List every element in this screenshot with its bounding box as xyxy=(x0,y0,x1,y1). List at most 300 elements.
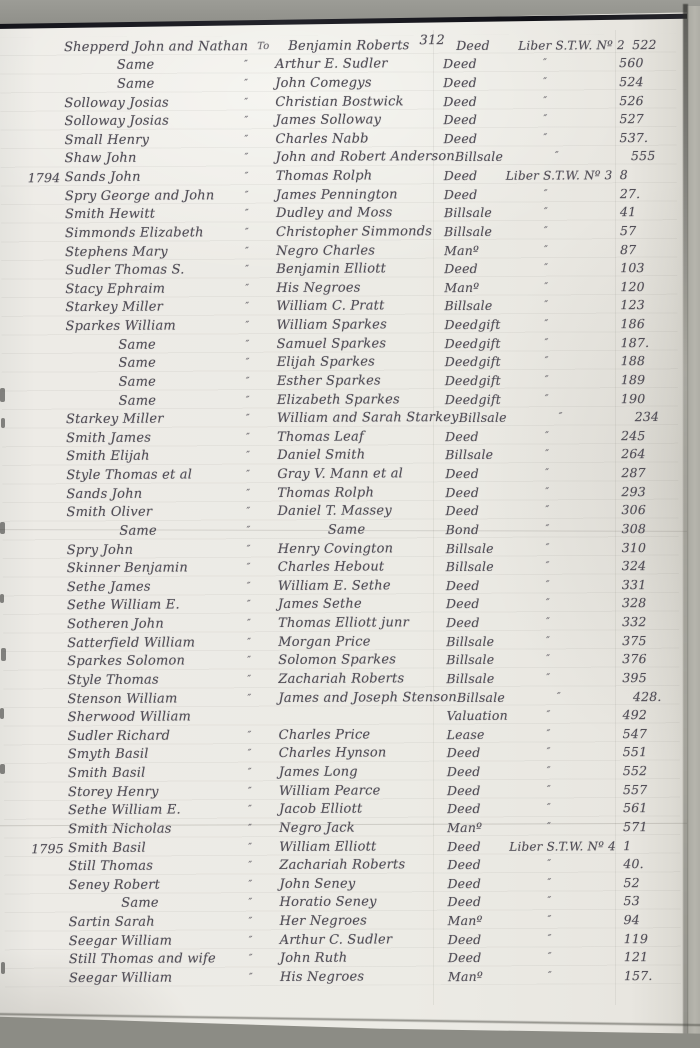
grantee-cell: Horatio Seney xyxy=(279,894,377,911)
page-number-cell: 52 xyxy=(623,874,640,890)
page-number-cell: 234 xyxy=(634,409,660,425)
relation-ditto-cell: ″ xyxy=(248,897,253,909)
instrument-type-cell: Billsale xyxy=(445,447,494,463)
page-number-cell: 428. xyxy=(632,688,662,704)
instrument-type-cell: Valuation xyxy=(446,707,508,724)
instrument-type-cell: Deed xyxy=(443,112,478,128)
instrument-type-cell: Billsale xyxy=(456,689,506,705)
relation-ditto-cell: ″ xyxy=(246,506,251,518)
grantee-cell: James Pennington xyxy=(275,186,398,203)
page-number-cell: 547 xyxy=(622,725,648,741)
instrument-type-cell: Deed xyxy=(447,950,482,966)
grantor-cell: Same xyxy=(121,895,159,912)
page-number-cell: 190 xyxy=(620,390,646,406)
liber-cell: Liber S.T.W. Nº 3 xyxy=(505,168,613,183)
page-number-cell: 188 xyxy=(620,353,646,369)
liber-ditto-mark: ″ xyxy=(545,504,550,516)
liber-cell xyxy=(506,221,618,240)
grantee-cell: Dudley and Moss xyxy=(275,205,393,222)
instrument-type-cell: Deed xyxy=(447,894,482,910)
grantor-cell: Style Thomas et al xyxy=(66,467,193,484)
liber-cell xyxy=(517,146,629,165)
grantor-cell: Solloway Josias xyxy=(64,113,170,130)
liber-cell xyxy=(509,798,621,817)
grantee-cell: John and Robert Anderson xyxy=(275,149,456,166)
liber-cell xyxy=(508,519,620,538)
page-number-cell: 1 xyxy=(623,837,632,853)
liber-ditto-mark: ″ xyxy=(546,765,551,777)
page-number-cell: 57 xyxy=(619,222,637,239)
instrument-type-cell: Deed xyxy=(447,838,481,854)
relation-ditto-cell: ″ xyxy=(245,282,250,294)
liber-cell xyxy=(509,724,621,743)
liber-cell xyxy=(506,202,618,221)
grantee-cell: James Long xyxy=(278,764,358,780)
grantor-cell: Sherwood William xyxy=(67,709,192,726)
liber-cell xyxy=(507,426,619,445)
grantee-cell: Same xyxy=(327,522,366,538)
grantee-cell: Henry Covington xyxy=(277,540,394,557)
page-number-cell: 189 xyxy=(620,371,646,388)
liber-cell xyxy=(509,817,621,836)
page-number-cell: 571 xyxy=(623,818,648,835)
grantee-cell: Elijah Sparkes xyxy=(276,354,376,371)
grantor-cell: Same xyxy=(118,337,156,353)
grantor-cell: Same xyxy=(118,393,157,409)
page-number-cell: 41 xyxy=(619,204,637,220)
instrument-type-cell: Billsale xyxy=(445,558,494,575)
liber-cell xyxy=(505,53,617,72)
relation-ditto-cell: ″ xyxy=(248,916,253,928)
liber-ditto-mark: ″ xyxy=(547,802,552,814)
instrument-type-cell: Deed xyxy=(443,74,477,90)
instrument-type-cell: Deed xyxy=(456,37,490,53)
liber-ditto-mark: ″ xyxy=(544,262,549,274)
grantor-cell: Sethe William E. xyxy=(68,802,181,819)
liber-ditto-mark: ″ xyxy=(545,579,550,591)
margin-smudge xyxy=(1,962,5,974)
liber-ditto-mark: ″ xyxy=(545,448,550,460)
relation-ditto-cell: ″ xyxy=(246,487,251,499)
grantee-cell: William Elliott xyxy=(279,838,377,855)
grantor-cell: Smyth Basil xyxy=(67,747,149,763)
index-row xyxy=(5,965,681,987)
grantor-cell: Smith Nicholas xyxy=(68,821,172,837)
grantor-cell: Sethe James xyxy=(66,579,151,595)
grantee-cell: Thomas Leaf xyxy=(277,429,364,445)
grantee-cell: Charles Hebout xyxy=(277,559,385,576)
instrument-type-cell: Deed xyxy=(445,484,480,500)
grantor-cell: Sartin Sarah xyxy=(68,914,155,931)
liber-cell xyxy=(505,72,617,91)
liber-ditto-mark: ″ xyxy=(545,486,550,498)
grantee-cell: Charles Nabb xyxy=(275,131,369,147)
liber-cell xyxy=(507,482,619,501)
grantor-cell: Stacy Ephraim xyxy=(65,281,166,297)
liber-ditto-mark: ″ xyxy=(545,430,550,442)
page-number-cell: 264 xyxy=(621,446,646,462)
grantor-cell: Same xyxy=(116,57,155,74)
liber-ditto-mark: ″ xyxy=(546,616,551,628)
instrument-type-cell: Manº xyxy=(447,819,483,835)
liber-cell xyxy=(510,910,622,929)
page-number-cell: 186 xyxy=(620,316,646,332)
liber-cell xyxy=(507,500,619,519)
page-number-cell: 332 xyxy=(622,614,647,630)
instrument-type-cell: Bond xyxy=(445,521,480,537)
liber-cell xyxy=(506,277,618,296)
grantee-cell: Jacob Elliott xyxy=(279,801,363,818)
liber-cell xyxy=(508,649,620,668)
relation-ditto-cell: ″ xyxy=(245,264,250,276)
liber-ditto-mark: ″ xyxy=(547,858,552,870)
liber-ditto-mark: ″ xyxy=(544,337,549,349)
page-number-cell: 551 xyxy=(622,744,648,760)
liber-ditto-mark: ″ xyxy=(547,970,552,982)
grantee-cell: Negro Jack xyxy=(279,820,355,836)
grantee-cell: Benjamin Roberts 312 xyxy=(288,32,445,54)
page-number-cell: 119 xyxy=(623,930,649,946)
page-number-cell: 537. xyxy=(619,129,649,145)
margin-smudge xyxy=(0,764,5,774)
relation-ditto-cell: ″ xyxy=(244,59,249,71)
grantor-cell: Smith Hewitt xyxy=(64,206,156,223)
grantor-cell: Same xyxy=(118,355,156,372)
grantor-cell: Stephens Mary xyxy=(65,244,168,260)
page-number-cell: 187. xyxy=(620,334,650,350)
grantor-cell: Style Thomas xyxy=(67,672,159,688)
instrument-type-cell: Deed xyxy=(443,186,478,202)
grantee-cell: Thomas Rolph xyxy=(275,168,373,184)
relation-ditto-cell: ″ xyxy=(246,562,251,574)
grantee-cell: His Negroes xyxy=(276,280,361,296)
margin-smudge xyxy=(1,648,6,661)
relation-ditto-cell: ″ xyxy=(248,971,253,984)
liber-ditto-mark: ″ xyxy=(547,933,552,945)
grantee-cell: William and Sarah Starkey xyxy=(276,410,459,427)
page-number-cell: 103 xyxy=(620,260,645,276)
relation-ditto-cell: ″ xyxy=(248,878,253,890)
page-number-cell: 522 xyxy=(632,36,657,52)
grantee-cell: Arthur C. Sudler xyxy=(279,931,393,948)
grantee-cell: John Seney xyxy=(279,876,356,892)
instrument-type-cell: Deed xyxy=(447,931,482,947)
grantee-cell: Thomas Elliott junr xyxy=(278,615,410,631)
liber-ditto-mark: ″ xyxy=(543,206,548,218)
grantee-cell: William C. Pratt xyxy=(276,298,385,315)
liber-cell xyxy=(505,91,617,110)
relation-ditto-cell: ″ xyxy=(245,338,250,350)
grantee-cell: James and Joseph Stenson xyxy=(278,689,457,706)
liber-ditto-mark: ″ xyxy=(544,244,549,256)
grantee-cell: Her Negroes xyxy=(279,913,368,929)
grantee-cell: William Pearce xyxy=(278,783,381,799)
instrument-type-cell: Deedgift xyxy=(444,372,501,388)
grantor-cell: Sethe William E. xyxy=(66,597,180,614)
liber-cell xyxy=(506,240,618,259)
grantor-cell: Same xyxy=(118,374,157,390)
grantee-cell: Zachariah Roberts xyxy=(278,671,405,687)
page-number-cell: 310 xyxy=(621,539,647,555)
liber-ditto-mark: ″ xyxy=(544,374,549,386)
instrument-type-cell: Deed xyxy=(443,93,478,109)
liber-cell xyxy=(521,407,633,426)
page-number-cell: 87 xyxy=(620,241,637,257)
relation-ditto-cell: ″ xyxy=(247,729,252,741)
grantee-cell: William Sparkes xyxy=(276,317,387,333)
grantor-cell: Still Thomas xyxy=(68,858,154,875)
grantee-cell: Negro Charles xyxy=(276,242,376,259)
liber-cell xyxy=(506,296,618,315)
instrument-type-cell: Lease xyxy=(446,726,485,742)
grantee-cell: Charles Price xyxy=(278,727,371,743)
liber-cell xyxy=(508,668,620,687)
liber-ditto-mark: ″ xyxy=(547,821,552,833)
grantor-cell: Seegar William xyxy=(68,933,173,949)
instrument-type-cell: Billsale xyxy=(446,633,495,649)
grantee-cell: Charles Hynson xyxy=(278,745,387,762)
instrument-type-cell: Billsale xyxy=(443,205,493,221)
instrument-type-cell: Manº xyxy=(444,242,480,258)
grantor-cell: Smith Basil xyxy=(67,765,146,782)
liber-ditto-mark: ″ xyxy=(547,895,552,907)
grantor-cell: Smith Elijah xyxy=(66,449,150,465)
grantee-cell: Daniel T. Massey xyxy=(277,503,392,520)
grantor-cell: Stenson William xyxy=(67,690,178,707)
page-number-cell: 375 xyxy=(622,632,647,648)
grantee-cell: Arthur E. Sudler xyxy=(275,56,388,73)
liber-cell xyxy=(507,370,619,389)
grantee-cell: Esther Sparkes xyxy=(276,373,381,389)
grantee-cell: Zachariah Roberts xyxy=(279,857,406,874)
grantor-cell: Seegar William xyxy=(68,970,173,986)
instrument-type-cell: Manº xyxy=(447,912,483,929)
liber-cell xyxy=(506,184,618,203)
instrument-type-cell: Manº xyxy=(444,279,480,295)
instrument-type-cell: Deedgift xyxy=(444,354,501,370)
page-number-cell: 40. xyxy=(623,856,644,872)
page-number-cell: 121 xyxy=(623,949,649,965)
instrument-type-cell: Deed xyxy=(444,261,478,277)
liber-cell xyxy=(509,780,621,799)
liber-cell xyxy=(507,389,619,408)
relation-ditto-cell: ″ xyxy=(247,618,252,630)
margin-smudge xyxy=(0,522,5,534)
liber-ditto-mark: ″ xyxy=(547,877,552,889)
page-number-cell: 308 xyxy=(621,520,647,537)
grantor-cell: Same xyxy=(119,523,157,539)
liber-ditto-mark: ″ xyxy=(545,523,550,535)
relation-ditto-cell: ″ xyxy=(244,133,249,145)
margin-smudge xyxy=(0,594,4,603)
grantor-cell: Storey Henry xyxy=(67,784,159,800)
instrument-type-cell: Billsale xyxy=(444,298,493,314)
page-number-cell: 328 xyxy=(621,595,647,611)
instrument-type-cell: Deed xyxy=(445,465,479,482)
liber-cell xyxy=(509,743,621,762)
liber-cell xyxy=(508,631,620,650)
relation-ditto-cell: ″ xyxy=(247,748,252,760)
page-number-cell: 492 xyxy=(622,707,648,723)
grantee-cell: Benjamin Elliott xyxy=(276,261,387,278)
grantor-cell: Sudler Richard xyxy=(67,728,171,744)
relation-ditto-cell: ″ xyxy=(245,375,250,388)
liber-ditto-mark: ″ xyxy=(546,728,551,740)
page-number-cell: 245 xyxy=(621,427,646,443)
relation-ditto-cell: ″ xyxy=(248,953,253,965)
grantor-cell: Simmonds Elizabeth xyxy=(64,225,204,241)
liber-ditto-mark: ″ xyxy=(543,76,548,88)
liber-cell xyxy=(508,556,620,575)
grantor-cell: Skinner Benjamin xyxy=(66,560,189,577)
liber-cell xyxy=(509,892,621,911)
page-number-cell: 524 xyxy=(619,73,644,90)
index-row xyxy=(4,816,680,838)
index-rows xyxy=(0,34,681,987)
liber-cell xyxy=(507,445,619,464)
grantor-cell: Spry George and John xyxy=(64,187,215,204)
grantee-note: 312 xyxy=(419,32,445,48)
margin-smudge xyxy=(0,708,4,719)
relation-ditto-cell: ″ xyxy=(245,413,250,425)
margin-smudge xyxy=(0,388,5,402)
instrument-type-cell: Deed xyxy=(446,614,480,631)
instrument-type-cell: Deed xyxy=(446,745,481,761)
liber-ditto-mark: ″ xyxy=(547,914,552,926)
grantor-cell: Spry John xyxy=(66,542,134,558)
grantee-cell: James Sethe xyxy=(277,596,362,613)
liber-ditto-mark: ″ xyxy=(545,597,550,609)
grantor-cell: Sudler Thomas S. xyxy=(65,262,185,279)
relation-ditto-cell: ″ xyxy=(246,450,251,462)
relation-ditto-cell: ″ xyxy=(244,115,249,127)
instrument-type-cell: Deedgift xyxy=(444,391,502,407)
relation-ditto-cell: ″ xyxy=(248,934,253,946)
page-number-cell: 552 xyxy=(622,763,648,779)
grantee-cell: John Comegys xyxy=(275,75,372,91)
relation-ditto-cell: ″ xyxy=(247,767,252,779)
grantee-cell: Samuel Sparkes xyxy=(276,336,387,352)
grantee-cell: Christian Bostwick xyxy=(275,93,404,110)
year-marker: 1795 xyxy=(31,840,64,856)
relation-ditto-cell: ″ xyxy=(244,171,249,183)
book-spine-edge xyxy=(683,4,688,1048)
page-number-cell: 120 xyxy=(620,278,645,294)
liber-ditto-mark: ″ xyxy=(558,411,563,423)
page-number-cell: 395 xyxy=(622,669,647,686)
page-number-cell: 555 xyxy=(630,148,656,164)
page-number-cell: 123 xyxy=(620,297,645,313)
liber-cell xyxy=(510,966,622,985)
grantor-cell: Smith Basil xyxy=(68,840,146,856)
page-number-cell: 53 xyxy=(623,893,640,909)
page-number-cell: 27. xyxy=(619,185,641,201)
page-number-cell: 157. xyxy=(623,967,653,984)
instrument-type-cell: Billsale xyxy=(443,223,493,239)
liber-cell xyxy=(505,128,617,147)
grantee-cell: Thomas Rolph xyxy=(277,485,375,501)
relation-ditto-cell: ″ xyxy=(247,655,252,667)
relation-ditto-cell: ″ xyxy=(245,320,250,332)
page-number-cell: 527 xyxy=(619,111,644,127)
liber-ditto-mark: ″ xyxy=(543,225,548,237)
liber-ditto-mark: ″ xyxy=(543,188,548,200)
liber-ditto-mark: ″ xyxy=(544,281,549,293)
grantee-cell: Morgan Price xyxy=(278,634,371,650)
instrument-type-cell: Deed xyxy=(446,782,481,798)
page-number-cell: 526 xyxy=(619,92,644,108)
relation-ditto-cell: ″ xyxy=(244,152,249,164)
page-number-cell: 557 xyxy=(622,781,648,797)
grantee-cell: Elizabeth Sparkes xyxy=(276,391,400,408)
instrument-type-cell: Deedgift xyxy=(444,316,501,333)
page-number-cell: 94 xyxy=(623,912,640,928)
liber-ditto-mark: ″ xyxy=(546,672,551,684)
liber-ditto-mark: ″ xyxy=(544,318,549,330)
grantee-cell: Daniel Smith xyxy=(277,447,366,464)
grantor-cell: Still Thomas and wife xyxy=(68,951,216,968)
liber-cell xyxy=(508,538,620,557)
relation-ditto-cell: ″ xyxy=(246,524,251,537)
liber-ditto-mark: ″ xyxy=(546,709,551,721)
grantee-cell: William E. Sethe xyxy=(277,578,391,594)
relation-ditto-cell: ″ xyxy=(248,822,253,835)
page-number-cell: 376 xyxy=(622,651,647,667)
grantor-cell: Sotheren John xyxy=(67,616,164,633)
page-number-cell: 324 xyxy=(621,558,647,574)
relation-ditto-cell: ″ xyxy=(247,692,252,704)
liber-cell xyxy=(509,761,621,780)
relation-ditto-cell: ″ xyxy=(247,636,252,648)
page-number-cell: 561 xyxy=(623,800,648,816)
scan-right-edge xyxy=(687,6,700,1048)
grantor-cell: Sparkes William xyxy=(65,318,176,335)
relation-ditto-cell: ″ xyxy=(244,96,249,108)
liber-cell xyxy=(508,594,620,613)
relation-ditto-cell: ″ xyxy=(244,77,249,90)
relation-ditto-cell: ″ xyxy=(247,673,252,686)
relation-ditto-cell: ″ xyxy=(248,804,253,816)
instrument-type-cell: Billsale xyxy=(446,670,495,686)
grantor-cell: Small Henry xyxy=(64,132,150,148)
instrument-type-cell: Deedgift xyxy=(444,335,501,351)
liber-ditto-mark: ″ xyxy=(543,95,548,107)
instrument-type-cell: Deed xyxy=(445,428,479,444)
relation-ditto-cell: ″ xyxy=(246,580,251,592)
liber-ditto-mark: ″ xyxy=(543,132,548,144)
instrument-type-cell: Billsale xyxy=(458,409,507,426)
liber-cell xyxy=(507,333,619,352)
instrument-type-cell: Deed xyxy=(447,801,481,817)
grantor-cell: Smith James xyxy=(66,430,152,446)
grantor-cell: Sands John xyxy=(64,169,141,186)
grantor-cell: Smith Oliver xyxy=(66,504,153,521)
instrument-type-cell: Deed xyxy=(446,763,481,780)
liber-ditto-mark: ″ xyxy=(545,560,550,572)
liber-cell xyxy=(507,351,619,370)
liber-ditto-mark: ″ xyxy=(546,746,551,758)
page-number-cell: 287 xyxy=(621,465,646,481)
grantee-cell: James Solloway xyxy=(275,112,382,129)
liber-cell xyxy=(507,463,619,482)
instrument-type-cell: Deed xyxy=(447,875,482,891)
liber-ditto-mark: ″ xyxy=(547,951,552,963)
relation-ditto-cell: ″ xyxy=(245,301,250,313)
margin-smudge xyxy=(1,418,5,428)
liber-ditto-mark: ″ xyxy=(543,113,548,125)
instrument-type-cell: Billsale xyxy=(454,149,504,165)
liber-ditto-mark: ″ xyxy=(546,653,551,665)
